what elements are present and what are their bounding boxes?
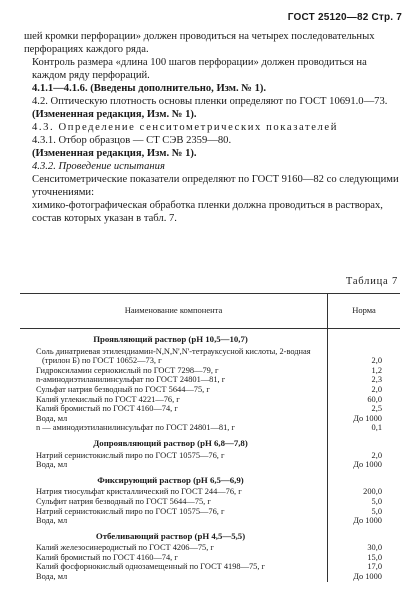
table-row xyxy=(20,562,400,572)
component-norm: До 1000 xyxy=(328,572,401,582)
section-title: Допроявляющий раствор (рН 6,8—7,8) xyxy=(93,437,248,448)
table-row xyxy=(20,423,400,433)
component-norm: До 1000 xyxy=(328,460,401,470)
section-title: Фиксирующий раствор (рН 6,5—6,9) xyxy=(97,474,244,485)
component-norm: 0,1 xyxy=(328,423,401,433)
component-name: Вода, мл xyxy=(36,413,68,423)
component-norm: 1,2 xyxy=(328,366,401,376)
table-row xyxy=(20,347,400,366)
paragraph-perforation-length: Контроль размера «длина 100 шагов перфорации» должен проводиться на каждом ряду перфораций. xyxy=(32,57,367,81)
section-row-bleach xyxy=(20,526,400,544)
component-norm: До 1000 xyxy=(328,414,401,424)
section-row-developer xyxy=(20,329,400,347)
component-norm: 17,0 xyxy=(328,562,401,572)
component-name: Натрия тиосульфат кристаллический по ГОСТ 244—76, г xyxy=(36,487,242,497)
component-norm: 200,0 xyxy=(328,487,401,497)
paragraph-4-2: 4.2. Оптическую плотность основы пленки определяют по ГОСТ 10691.0—73. xyxy=(32,96,388,107)
component-name: n-аминодиэтиланилинсульфат по ГОСТ 24801—81, г xyxy=(36,375,226,385)
paragraph-sensitometric: Сенситометрические показатели определяют по ГОСТ 9160—82 со следующими уточнениями: xyxy=(32,174,399,198)
component-name: Сульфит натрия безводный по ГОСТ 5644—75, г xyxy=(36,496,211,506)
component-norm: 5,0 xyxy=(328,497,401,507)
section-row-redeveloper xyxy=(20,433,400,451)
section-row-fixer xyxy=(20,470,400,488)
component-name: Калий бромистый по ГОСТ 4160—74, г xyxy=(36,552,178,562)
table-row xyxy=(20,507,400,517)
table-row xyxy=(20,516,400,526)
paragraph-perforation-edge: шей кромки перфорации» должен проводиться на четырех последовательных перфорациях каждого ряда. xyxy=(24,31,375,55)
table-row xyxy=(20,543,400,553)
amendment-note-2: (Измененная редакция, Изм. № 1). xyxy=(32,148,197,159)
component-name: Натрий сернистокислый пиро по ГОСТ 10575—76, г xyxy=(36,450,225,460)
table-row xyxy=(20,404,400,414)
component-norm: 2,0 xyxy=(328,347,401,366)
component-name: Вода, мл xyxy=(36,572,68,582)
components-table xyxy=(20,293,400,582)
table-row xyxy=(20,451,400,461)
table-header-row xyxy=(20,294,400,329)
paragraph-chemical-processing: химико-фотографическая обработка пленки должна проводиться в растворах, состав которых указан в табл. 7. xyxy=(32,200,383,224)
section-title: Отбеливающий раствор (рН 4,5—5,5) xyxy=(95,530,246,541)
table-row xyxy=(20,460,400,470)
table-row xyxy=(20,395,400,405)
table-row xyxy=(20,414,400,424)
page-header: ГОСТ 25120—82 Стр. 7 xyxy=(287,12,402,23)
component-norm: 2,5 xyxy=(328,404,401,414)
paragraph-4-3-1: 4.3.1. Отбор образцов — СТ СЭВ 2359—80. xyxy=(32,135,232,146)
document-body xyxy=(24,30,400,225)
component-norm: 2,0 xyxy=(328,385,401,395)
component-name: Калий углекислый по ГОСТ 4221—76, г xyxy=(36,394,180,404)
table-row xyxy=(20,553,400,563)
table-row xyxy=(20,385,400,395)
table-row xyxy=(20,497,400,507)
component-norm: 60,0 xyxy=(328,395,401,405)
component-name: Соль динатриевая этилендиамин-N,N,N',N'-тетрауксусной кислоты, 2-водная (трилон Б) по ГОСТ 10652—73, г xyxy=(36,346,311,366)
component-name: Сульфат натрия безводный по ГОСТ 5644—75, г xyxy=(36,384,210,394)
table-row xyxy=(20,366,400,376)
column-header-norm: Норма xyxy=(328,294,401,329)
component-name: Калий бромистый по ГОСТ 4160—74, г xyxy=(36,404,178,414)
component-norm: 30,0 xyxy=(328,543,401,553)
component-name: Вода, мл xyxy=(36,516,68,526)
table-row xyxy=(20,375,400,385)
amendment-note-1: (Измененная редакция, Изм. № 1). xyxy=(32,109,197,120)
component-name: Калий железосинеродистый по ГОСТ 4206—75, г xyxy=(36,543,214,553)
component-norm: 2,0 xyxy=(328,451,401,461)
component-name: Вода, мл xyxy=(36,460,68,470)
table-body xyxy=(20,329,400,582)
section-title: Проявляющий раствор (рН 10,5—10,7) xyxy=(93,334,248,344)
component-name: n — аминодиэтиланилинсульфат по ГОСТ 24801—81, г xyxy=(36,423,235,433)
component-name: Гидроксиламин сернокислый по ГОСТ 7298—79, г xyxy=(36,365,219,375)
paragraph-4-3-2: 4.3.2. Проведение испытания xyxy=(32,161,165,172)
component-norm: 2,3 xyxy=(328,375,401,385)
component-norm: 5,0 xyxy=(328,507,401,517)
table-row xyxy=(20,572,400,582)
column-header-name: Наименование компонента xyxy=(20,294,328,329)
paragraph-4-3: 4.3. Определение сенситометрических показателей xyxy=(32,122,338,133)
component-name: Калий фосфорнокислый однозамещенный по ГОСТ 4198—75, г xyxy=(36,562,265,572)
paragraph-4-1-1: 4.1.1—4.1.6. (Введены дополнительно, Изм. № 1). xyxy=(32,83,267,94)
component-norm: 15,0 xyxy=(328,553,401,563)
table-caption: Таблица 7 xyxy=(345,276,398,287)
component-name: Натрий сернистокислый пиро по ГОСТ 10575—76, г xyxy=(36,506,225,516)
component-norm: До 1000 xyxy=(328,516,401,526)
table-row xyxy=(20,487,400,497)
